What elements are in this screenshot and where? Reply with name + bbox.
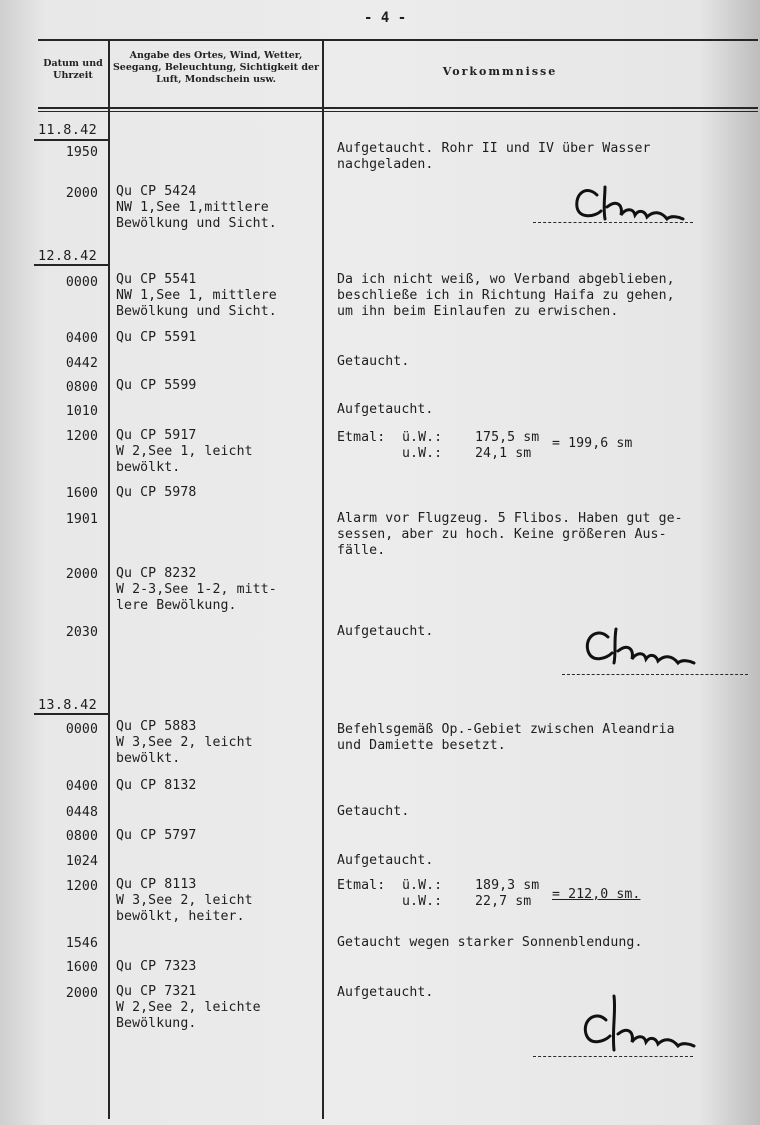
entry-time: 0448 [65, 805, 98, 820]
etmal-label: Etmal: [337, 430, 386, 445]
column-divider-1 [108, 39, 110, 1119]
entry-time: 0000 [65, 722, 98, 737]
entry-event: Da ich nicht weiß, wo Verband abgeblieben, beschließe ich in Richtung Haifa zu gehen, um ihn beim Einlaufen zu erwischen. [337, 272, 675, 319]
entry-time: 1901 [65, 512, 98, 527]
entry-event: Alarm vor Flugzeug. 5 Flibos. Haben gut ge- sessen, aber zu hoch. Keine größeren Aus- fälle. [337, 511, 683, 558]
signature-image [540, 615, 740, 675]
signature-line [533, 222, 693, 223]
entry-event: Getaucht wegen starker Sonnenblendung. [337, 935, 643, 950]
etmal-submerged-value: 24,1 sm [475, 446, 532, 461]
entry-position: Qu CP 7323 [116, 959, 197, 974]
entry-time: 0800 [65, 829, 98, 844]
etmal-label: Etmal: [337, 878, 386, 893]
column-header-events: Vorkommnisse [442, 65, 558, 78]
entry-time: 1600 [65, 960, 98, 975]
entry-position: Qu CP 5541 NW 1,See 1, mittlere Bewölkung und Sicht. [116, 272, 277, 319]
entry-time: 0800 [65, 380, 98, 395]
entry-position: Qu CP 5591 [116, 330, 197, 345]
entry-position: Qu CP 5917 W 2,See 1, leicht bewölkt. [116, 428, 253, 475]
entry-time: 2030 [65, 625, 98, 640]
entry-time: 2000 [65, 986, 98, 1001]
date-heading: 11.8.42 [38, 122, 97, 138]
entry-position: Qu CP 8113 W 3,See 2, leicht bewölkt, heiter. [116, 877, 253, 924]
header-bottom-rule [38, 107, 758, 109]
date-underline [34, 264, 108, 266]
signature-line [562, 674, 748, 675]
entry-time: 1200 [65, 429, 98, 444]
etmal-surface-label: ü.W.: [402, 430, 443, 445]
date-underline [34, 713, 108, 715]
entry-position: Qu CP 5599 [116, 378, 197, 393]
entry-position: Qu CP 7321 W 2,See 2, leichte Bewölkung. [116, 984, 261, 1031]
header-top-rule [38, 39, 758, 41]
entry-position: Qu CP 5978 [116, 485, 197, 500]
etmal-total: = 212,0 sm. [552, 887, 641, 902]
entry-event: Getaucht. [337, 804, 410, 819]
entry-position: Qu CP 5883 W 3,See 2, leicht bewölkt. [116, 719, 253, 766]
entry-time: 0400 [65, 779, 98, 794]
etmal-surface-value: 175,5 sm [475, 430, 540, 445]
entry-time: 0442 [65, 356, 98, 371]
entry-time: 2000 [65, 567, 98, 582]
etmal-submerged-label: u.W.: [402, 446, 443, 461]
entry-event: Aufgetaucht. Rohr II und IV über Wasser nachgeladen. [337, 141, 651, 172]
entry-position: Qu CP 5424 NW 1,See 1,mittlere Bewölkung und Sicht. [116, 184, 277, 231]
signature-line [533, 1056, 693, 1057]
entry-event: Aufgetaucht. [337, 985, 434, 1000]
entry-position: Qu CP 8232 W 2-3,See 1-2, mitt- lere Bewölkung. [116, 566, 277, 613]
entry-event: Aufgetaucht. [337, 853, 434, 868]
date-heading: 13.8.42 [38, 697, 97, 713]
page-number: - 4 - [364, 10, 407, 26]
etmal-total: = 199,6 sm [552, 436, 633, 451]
entry-event: Getaucht. [337, 354, 410, 369]
etmal-surface-value: 189,3 sm [475, 878, 540, 893]
entry-time: 1600 [65, 486, 98, 501]
etmal-submerged-value: 22,7 sm [475, 894, 532, 909]
etmal-submerged-label: u.W.: [402, 894, 443, 909]
signature-image [540, 990, 740, 1060]
entry-time: 1024 [65, 854, 98, 869]
entry-time: 0000 [65, 275, 98, 290]
entry-position: Qu CP 5797 [116, 828, 197, 843]
entry-time: 1200 [65, 879, 98, 894]
entry-time: 2000 [65, 186, 98, 201]
entry-event: Aufgetaucht. [337, 624, 434, 639]
date-underline [34, 139, 108, 141]
entry-time: 0400 [65, 331, 98, 346]
entry-time: 1950 [65, 145, 98, 160]
entry-event: Aufgetaucht. [337, 402, 434, 417]
column-header-date-time: Datum und Uhrzeit [43, 58, 103, 81]
date-heading: 12.8.42 [38, 248, 97, 264]
etmal-surface-label: ü.W.: [402, 878, 443, 893]
entry-time: 1010 [65, 404, 98, 419]
entry-position: Qu CP 8132 [116, 778, 197, 793]
entry-time: 1546 [65, 936, 98, 951]
column-divider-2 [322, 39, 324, 1119]
entry-event: Befehlsgemäß Op.-Gebiet zwischen Aleandria und Damiette besetzt. [337, 722, 675, 753]
header-double-rule [38, 111, 758, 112]
column-header-location-weather: Angabe des Ortes, Wind, Wetter, Seegang, Beleuchtung, Sichtigkeit der Luft, Mondschein usw. [112, 50, 320, 85]
